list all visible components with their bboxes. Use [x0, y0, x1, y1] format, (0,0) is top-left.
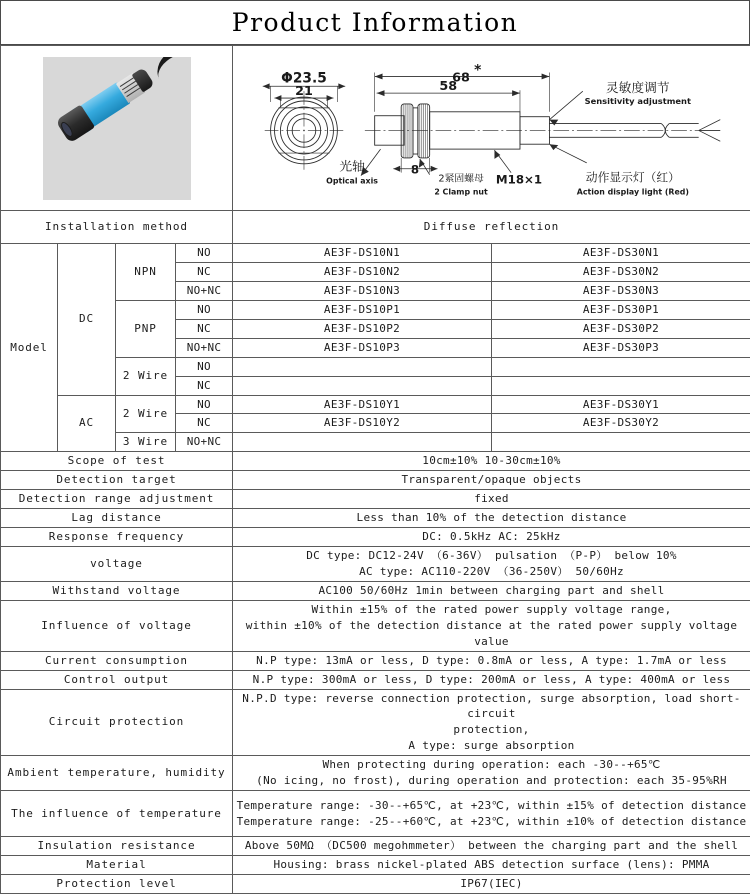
spec-row — [1, 547, 750, 582]
model-number-30: AE3F-DS30P3 — [492, 338, 750, 357]
spec-label: Current consumption — [1, 651, 233, 670]
spec-label: Circuit protection — [1, 689, 233, 756]
dim-diameter-text: Φ23.5 — [281, 70, 327, 86]
spec-value: AC100 50/60Hz 1min between charging part and shell — [233, 581, 750, 600]
spec-row — [1, 689, 750, 756]
model-number-10: AE3F-DS10P2 — [233, 319, 492, 338]
product-photo — [43, 57, 191, 200]
model-type-ac-3wire: 3 Wire — [116, 433, 176, 452]
spec-label: Material — [1, 856, 233, 875]
spec-label: The influence of temperature — [1, 791, 233, 837]
model-type-npn: NPN — [116, 244, 176, 301]
model-number-30 — [492, 433, 750, 452]
spec-value: N.P type: 300mA or less, D type: 200mA or less, A type: 400mA or less — [233, 670, 750, 689]
clamp-nut-label-cn: 2紧固螺母 — [438, 172, 484, 185]
table-body — [1, 46, 750, 452]
spec-row — [1, 471, 750, 490]
sensor-cable — [150, 57, 191, 92]
spec-label: Scope of test — [1, 452, 233, 471]
model-contact: NO+NC — [176, 338, 233, 357]
spec-row — [1, 581, 750, 600]
spec-value: DC: 0.5kHz AC: 25kHz — [233, 528, 750, 547]
model-number-30 — [492, 357, 750, 376]
spec-value: N.P type: 13mA or less, D type: 0.8mA or less, A type: 1.7mA or less — [233, 651, 750, 670]
model-contact: NC — [176, 376, 233, 395]
model-number-10: AE3F-DS10P3 — [233, 338, 492, 357]
spec-value: 10cm±10% 10-30cm±10% — [233, 452, 750, 471]
product-photo-wrapper — [4, 47, 229, 209]
spec-label: Detection range adjustment — [1, 490, 233, 509]
spec-label: Protection level — [1, 875, 233, 894]
action-light-label-cn: 动作显示灯（红） — [586, 171, 680, 185]
spec-value: Less than 10% of the detection distance — [233, 509, 750, 528]
model-row — [1, 395, 750, 414]
model-number-10: AE3F-DS10N2 — [233, 262, 492, 281]
model-power-dc: DC — [58, 244, 116, 396]
spec-row — [1, 875, 750, 894]
dim-nut-text: 8 — [411, 163, 419, 177]
model-contact: NC — [176, 262, 233, 281]
model-contact: NO+NC — [176, 281, 233, 300]
model-type-pnp: PNP — [116, 300, 176, 357]
model-contact: NC — [176, 319, 233, 338]
spec-value: Housing: brass nickel-plated ABS detection surface (lens): PMMA — [233, 856, 750, 875]
spec-value: Within ±15% of the rated power supply voltage range, within ±10% of the detection distance at the rated power supply voltage value — [233, 600, 750, 651]
sensor-lens — [58, 120, 74, 139]
page-title-bar — [0, 0, 750, 45]
dim-total-mark: * — [474, 62, 481, 78]
spec-value: Transparent/opaque objects — [233, 471, 750, 490]
model-number-10 — [233, 376, 492, 395]
spec-label: Lag distance — [1, 509, 233, 528]
model-number-30: AE3F-DS30P2 — [492, 319, 750, 338]
technical-drawing-cell — [233, 46, 750, 211]
spec-row — [1, 856, 750, 875]
model-contact: NO — [176, 357, 233, 376]
model-type-dc-2wire: 2 Wire — [116, 357, 176, 395]
sensor-illustration — [55, 64, 157, 143]
technical-drawing — [236, 47, 747, 209]
model-type-ac-2wire: 2 Wire — [116, 395, 176, 433]
model-contact: NC — [176, 414, 233, 433]
specification-table — [0, 45, 750, 894]
optical-axis-label-en: Optical axis — [326, 176, 378, 185]
spec-row — [1, 509, 750, 528]
model-contact: NO+NC — [176, 433, 233, 452]
installation-method-value: Diffuse reflection — [233, 211, 750, 244]
product-photo-cell — [1, 46, 233, 211]
spec-row — [1, 490, 750, 509]
dim-body-text: 58 — [439, 79, 457, 94]
action-light-label-en: Action display light (Red) — [577, 187, 689, 196]
page-title: Product Information — [232, 8, 518, 37]
spec-label: Response frequency — [1, 528, 233, 547]
spec-value: Temperature range: -30--+65℃, at +23℃, within ±15% of detection distance Temperature range: -25--+60℃, at +23℃, within ±10% of detection distance — [233, 791, 750, 837]
spec-label: Influence of voltage — [1, 600, 233, 651]
optical-axis-label-cn: 光轴 — [339, 159, 365, 175]
spec-value: N.P.D type: reverse connection protection, surge absorption, load short-circuit protection, A type: surge absorption — [233, 689, 750, 756]
model-number-30: AE3F-DS30Y2 — [492, 414, 750, 433]
spec-row — [1, 837, 750, 856]
model-number-10 — [233, 357, 492, 376]
spec-row — [1, 791, 750, 837]
spec-value: Above 50MΩ （DC500 megohmmeter） between the charging part and the shell — [233, 837, 750, 856]
model-contact: NO — [176, 244, 233, 263]
spec-row — [1, 528, 750, 547]
dim-total-text: 68 — [452, 70, 470, 85]
model-number-30: AE3F-DS30N3 — [492, 281, 750, 300]
installation-row — [1, 211, 750, 244]
spec-rows-body — [1, 452, 750, 894]
model-row — [1, 244, 750, 263]
clamp-nut-label-en: 2 Clamp nut — [434, 187, 488, 196]
spec-row — [1, 651, 750, 670]
model-number-30: AE3F-DS30P1 — [492, 300, 750, 319]
sensitivity-label-cn: 灵敏度调节 — [606, 80, 670, 96]
model-number-30: AE3F-DS30N2 — [492, 262, 750, 281]
spec-label: Withstand voltage — [1, 581, 233, 600]
model-label: Model — [1, 244, 58, 452]
spec-row — [1, 670, 750, 689]
spec-value: When protecting during operation: each -30--+65℃ (No icing, no frost), during operation and protection: each 35-95%RH — [233, 756, 750, 791]
spec-row — [1, 600, 750, 651]
spec-label: Control output — [1, 670, 233, 689]
spec-value: DC type: DC12-24V （6-36V） pulsation （P-P） below 10% AC type: AC110-220V （36-250V） 50/60Hz — [233, 547, 750, 582]
spec-label: Ambient temperature, humidity — [1, 756, 233, 791]
model-power-ac: AC — [58, 395, 116, 452]
model-number-10: AE3F-DS10Y1 — [233, 395, 492, 414]
spec-value: IP67(IEC) — [233, 875, 750, 894]
spec-label: voltage — [1, 547, 233, 582]
spec-label: Detection target — [1, 471, 233, 490]
installation-method-label: Installation method — [1, 211, 233, 244]
spec-row — [1, 756, 750, 791]
model-number-10: AE3F-DS10Y2 — [233, 414, 492, 433]
model-contact: NO — [176, 300, 233, 319]
model-number-30: AE3F-DS30Y1 — [492, 395, 750, 414]
spec-row — [1, 452, 750, 471]
dim-inner-text: 21 — [295, 84, 313, 99]
spec-label: Insulation resistance — [1, 837, 233, 856]
media-row — [1, 46, 750, 211]
model-number-10: AE3F-DS10N3 — [233, 281, 492, 300]
spec-value: fixed — [233, 490, 750, 509]
thread-label: M18×1 — [496, 172, 542, 186]
sensitivity-label-en: Sensitivity adjustment — [585, 96, 691, 106]
model-number-30: AE3F-DS30N1 — [492, 244, 750, 263]
model-number-30 — [492, 376, 750, 395]
model-number-10: AE3F-DS10P1 — [233, 300, 492, 319]
model-number-10 — [233, 433, 492, 452]
model-number-10: AE3F-DS10N1 — [233, 244, 492, 263]
model-contact: NO — [176, 395, 233, 414]
